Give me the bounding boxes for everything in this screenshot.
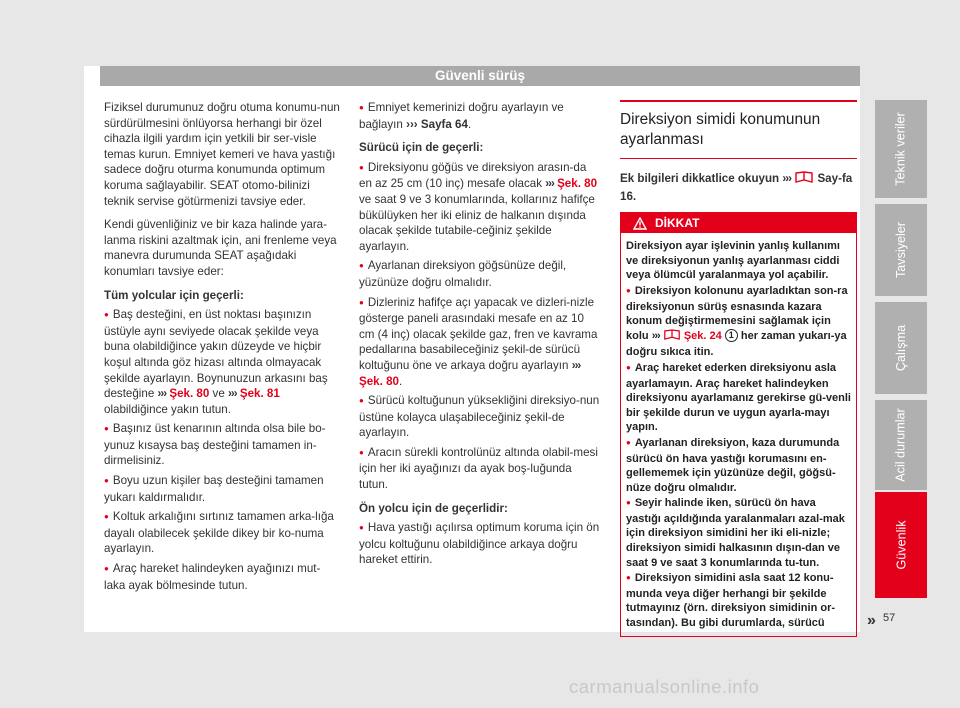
list-item: ● Başınız üst kenarının altında olsa bile bo-yunuz kısaysa baş desteğini tamamen in-dirmelisiniz. (104, 421, 340, 469)
column-1 (104, 100, 340, 597)
figure-link[interactable]: Şek. 81 (239, 387, 280, 401)
bullet-icon (359, 101, 368, 114)
bullet-icon (104, 308, 113, 321)
list-item: ● Boyu uzun kişiler baş desteğini tamamen yukarı kaldırmalıdır. (104, 473, 340, 505)
bullet-icon (626, 437, 635, 449)
page-header: Güvenli sürüş (100, 66, 860, 86)
section-heading: Tüm yolcular için geçerli: (104, 288, 244, 302)
bullet-icon (626, 285, 635, 297)
intro-reference: Ek bilgileri dikkatlice okuyun ››› Say-fa 16. (620, 172, 853, 203)
list-item: ● Ayarlanan direksiyon, kaza durumunda sürücü ön hava yastığı korumasını en-gellememek için yüzünüze değil, göğsü-nüze doğru olmalıdır. (626, 436, 851, 495)
list-item: ● Koltuk arkalığını sırtınız tamamen arka-lığa dayalı olabilecek şekilde dikey bir ko-numa ayarlayın. (104, 509, 340, 557)
section-title-box (620, 100, 857, 159)
bullet-icon (104, 562, 113, 575)
figure-link[interactable]: Şek. 80 (169, 387, 210, 401)
tab-teknik-veriler[interactable]: Teknik veriler (875, 100, 927, 198)
warning-box (620, 212, 857, 636)
figure-link[interactable]: Şek. 80 (557, 177, 598, 191)
paragraph: Fiziksel durumunuz doğru otuma konumu-nun sürdürülmesini önlüyorsa herhangi bir özel cihazla ilgili yardım için yetkili bir ser-visle temas kurun. Emniyet kemeri ve hava yastığı sadece doğru oturma konumunda optimum koruma sağlayabilir. SEAT otomo-bilinizi teknik servise götürmenizi tavsiye eder. (104, 101, 340, 208)
section-heading: Sürücü için de geçerli: (359, 141, 484, 155)
book-icon (794, 171, 814, 189)
list-item: ● Direksiyon simidini asla saat 12 konu-munda veya diğer herhangi bir şekilde tutmayınız (örn. direksiyon simidinin or-tasından). Bu gibi durumlarda, sürücü (626, 571, 851, 630)
page-link[interactable]: Say-fa 16 (620, 172, 853, 203)
bullet-icon (359, 296, 368, 309)
section-heading: Ön yolcu için de geçerlidir: (359, 501, 508, 515)
bullet-icon (359, 394, 368, 407)
bullet-icon (626, 572, 635, 584)
list-item: ● Baş desteğini, en üst noktası başınızın üstüyle aynı seviyede olacak şekilde veya buna olabildiğince yakın düzeyde ve hiçbir koşul altında göz hizası altında olmayacak şekilde ayarlayın. Boynunuzun arkasını baş desteğine ››› Şek. 80 ve ››› Şek. 81 olabildiğince yakın tutun. (104, 307, 340, 417)
paragraph: Kendi güvenliğiniz ve bir kaza halinde yara-lanma riskini azaltmak için, ani frenleme veya manevra durumunda SEAT aşağıdaki konumları tavsiye eder: (104, 218, 337, 278)
warning-triangle-icon (633, 216, 647, 236)
figure-link[interactable]: Şek. 24 (683, 329, 722, 342)
continue-arrow: » (867, 612, 876, 629)
page-link[interactable]: ››› Sayfa 64 (406, 117, 468, 131)
list-item: ● Hava yastığı açılırsa optimum koruma için ön yolcu koltuğunu olabildiğince arkaya doğru hareket ettirin. (359, 520, 601, 568)
callout-number: 1 (725, 329, 738, 342)
tab-calisma[interactable]: Çalışma (875, 302, 927, 394)
bullet-icon (626, 497, 635, 509)
bullet-icon (104, 510, 113, 523)
warning-body (621, 233, 856, 635)
warning-label: DİKKAT (655, 216, 700, 231)
bullet-icon (104, 422, 113, 435)
bullet-icon (359, 446, 368, 459)
figure-link[interactable]: Şek. 80 (359, 374, 399, 388)
list-item: ● Sürücü koltuğunun yüksekliğini direksiyo-nun üstüne kolayca ulaşabileceğiniz şekil-de ayarlayın. (359, 393, 601, 441)
list-item: ● Seyir halinde iken, sürücü ön hava yastığı açıldığında yaralanmaları azal-mak için direksiyon simidini her iki eli-nizle; direksiyon simidi halkasının dışın-dan ve saat 9 ve saat 3 konumlarında tu-tun. (626, 496, 851, 570)
warning-header (621, 213, 856, 233)
list-item: ● Araç hareket halindeyken ayağınızı mut-laka ayak bölmesinde tutun. (104, 561, 340, 593)
column-3 (620, 100, 857, 637)
list-item: ● Araç hareket ederken direksiyonu asla ayarlamayın. Araç hareket halindeyken direksiyonu ayarlamanız gerekirse gü-venli bir şekilde durun ve uygun ayarla-mayı yapın. (626, 361, 851, 435)
list-item: ● Direksiyon kolonunu ayarladıktan son-ra direksiyonun sürüş esnasında kazara konum değiştirmemesini sağlamak için kolu ››› Şek. 24 1 her zaman yukarı-ya doğru sıkıca itin. (626, 284, 851, 360)
bullet-icon (626, 362, 635, 374)
page-number: 57 (883, 612, 896, 624)
list-item: ● Ayarlanan direksiyon göğsünüze değil, yüzünüze doğru olmalıdır. (359, 258, 601, 290)
column-2 (359, 100, 601, 572)
list-item: ● Direksiyonu göğüs ve direksiyon arasın-da en az 25 cm (10 inç) mesafe olacak ››› Şek. 80 ve saat 9 ve 3 konumlarında, kollarınız hafifçe bükülüyken her iki eliniz de halkanın dışında olacak şekilde tutabile-ceğiniz şekilde ayarlayın. (359, 160, 601, 255)
bullet-icon (359, 259, 368, 272)
tab-tavsiyeler[interactable]: Tavsiyeler (875, 204, 927, 296)
book-icon (663, 329, 681, 346)
tab-guvenlik[interactable]: Güvenlik (875, 492, 927, 598)
warning-text: Direksiyon ayar işlevinin yanlış kullanımı ve direksiyonun yanlış ayarlanması ciddi veya ölümcül yaralanmaya yol açabilir. (626, 240, 840, 282)
list-item: ● Dizleriniz hafifçe açı yapacak ve dizleri-nizle gösterge paneli arasındaki mesafe en az 10 cm (4 inç) olacak şekilde gaz, fren ve kavrama pedallarına basabileceğiniz şekil-de sürücü koltuğunu öne ve arkaya doğru ayarlayın ››› Şek. 80. (359, 295, 601, 390)
list-item: ● Emniyet kemerinizi doğru ayarlayın ve bağlayın ››› Sayfa 64. (359, 100, 601, 132)
section-title: Direksiyon simidi konumunun ayarlanması (620, 111, 821, 148)
tab-acil-durumlar[interactable]: Acil durumlar (875, 400, 927, 490)
bullet-icon (359, 521, 368, 534)
list-item: ● Aracın sürekli kontrolünüz altında olabil-mesi için her iki ayağınızı da ayak boş-luğunda tutun. (359, 445, 601, 493)
bullet-icon (359, 161, 368, 174)
bullet-icon (104, 474, 113, 487)
watermark: carmanualsonline.info (569, 676, 760, 697)
